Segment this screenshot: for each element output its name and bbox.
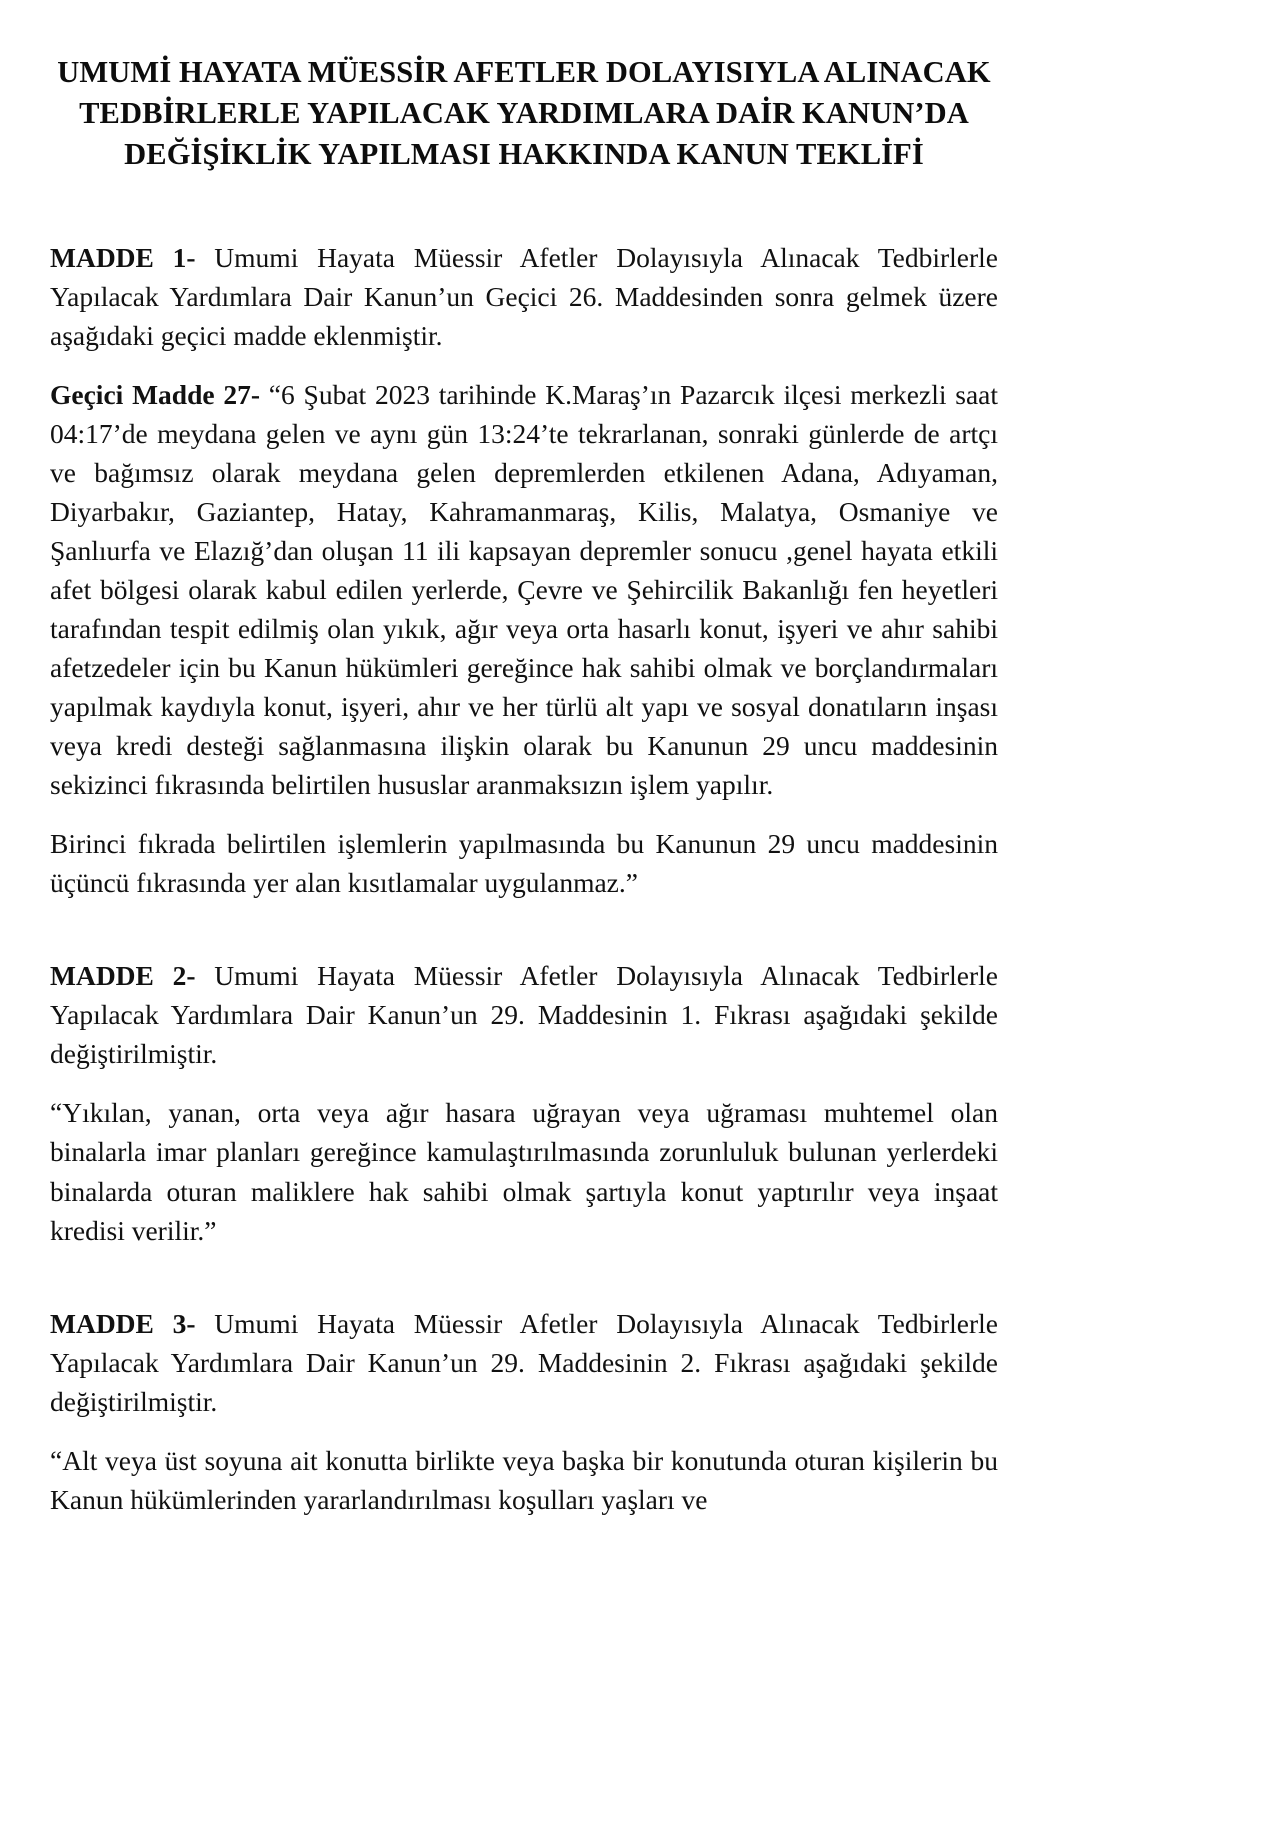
paragraph-lead-madde-3: MADDE 3-: [50, 1307, 196, 1339]
title-line-1: UMUMİ HAYATA MÜESSİR AFETLER DOLAYISIYLA ALINACAK: [57, 55, 991, 89]
paragraph-text-madde-3-quote: “Alt veya üst soyuna ait konutta birlikte veya başka bir konutunda oturan kişilerin bu Kanun hükümlerinden yararlandırılması koşulları yaşları ve: [50, 1444, 998, 1515]
paragraph-text-madde-2-quote: “Yıkılan, yanan, orta veya ağır hasara uğrayan veya uğraması muhtemel olan binalarla imar planları gereğince kamulaştırılmasında zorunluluk bulunan yerlerdeki binalarda oturan maliklere hak sahibi olmak şartıyla konut yaptırılır veya inşaat kredisi verilir.”: [50, 1097, 998, 1246]
paragraph-text-madde-1: Umumi Hayata Müessir Afetler Dolayısıyla Alınacak Tedbirlerle Yapılacak Yardımlara Dair Kanun’un Geçici 26. Maddesinden sonra gelmek üzere aşağıdaki geçici madde eklenmiştir.: [50, 241, 998, 351]
paragraph-text-madde-2: Umumi Hayata Müessir Afetler Dolayısıyla Alınacak Tedbirlerle Yapılacak Yardımlara Dair Kanun’un 29. Maddesinin 1. Fıkrası aşağıdaki şekilde değiştirilmiştir.: [50, 960, 998, 1070]
page-title: [50, 52, 998, 176]
paragraph-text-birinci-fikra: Birinci fıkrada belirtilen işlemlerin yapılmasında bu Kanunun 29 uncu maddesinin üçüncü fıkrasında yer alan kısıtlamalar uygulanmaz.”: [50, 828, 998, 899]
paragraph-gecici-madde-27: [50, 375, 998, 805]
paragraph-madde-3-quote: [50, 1441, 998, 1519]
paragraph-text-gecici-madde-27: “6 Şubat 2023 tarihinde K.Maraş’ın Pazarcık ilçesi merkezli saat 04:17’de meydana gelen ve aynı gün 13:24’te tekrarlanan, sonraki günlerde de artçı ve bağımsız olarak meydana gelen depremlerden etkilenen Adana, Adıyaman, Diyarbakır, Gaziantep, Hatay, Kahramanmaraş, Kilis, Malatya, Osmaniye ve Şanlıurfa ve Elazığ’dan oluşan 11 ili kapsayan depremler sonucu ,genel hayata etkili afet bölgesi olarak kabul edilen yerlerde, Çevre ve Şehircilik Bakanlığı fen heyetleri tarafından tespit edilmiş olan yıkık, ağır veya orta hasarlı konut, işyeri ve ahır sahibi afetzedeler için bu Kanun hükümleri gereğince hak sahibi olmak ve borçlandırmaları yapılmak kaydıyla konut, işyeri, ahır ve her türlü alt yapı ve sosyal donatıların inşası veya kredi desteği sağlanmasına ilişkin olarak bu Kanunun 29 uncu maddesinin sekizinci fıkrasında belirtilen hususlar aranmaksızın işlem yapılır.: [50, 378, 999, 801]
section-spacer-2: [50, 1270, 998, 1304]
paragraph-birinci-fikra: [50, 824, 998, 902]
paragraph-madde-3: [50, 1304, 998, 1421]
paragraph-text-madde-3: Umumi Hayata Müessir Afetler Dolayısıyla Alınacak Tedbirlerle Yapılacak Yardımlara Dair Kanun’un 29. Maddesinin 2. Fıkrası aşağıdaki şekilde değiştirilmiştir.: [50, 1307, 998, 1417]
paragraph-lead-gecici-madde-27: Geçici Madde 27-: [50, 378, 261, 410]
title-line-3: DEĞİŞİKLİK YAPILMASI HAKKINDA KANUN TEKLİFİ: [124, 137, 924, 172]
title-line-2: TEDBİRLERLE YAPILACAK YARDIMLARA DAİR KANUN’DA: [79, 96, 969, 131]
paragraph-madde-1: [50, 238, 998, 355]
paragraph-lead-madde-2: MADDE 2-: [50, 960, 196, 992]
section-spacer-1: [50, 922, 998, 956]
document-body: [50, 238, 998, 1519]
paragraph-madde-2: [50, 956, 998, 1073]
page-right-margin: [1090, 0, 1280, 1842]
paragraph-lead-madde-1: MADDE 1-: [50, 241, 196, 273]
paragraph-madde-2-quote: [50, 1093, 998, 1249]
